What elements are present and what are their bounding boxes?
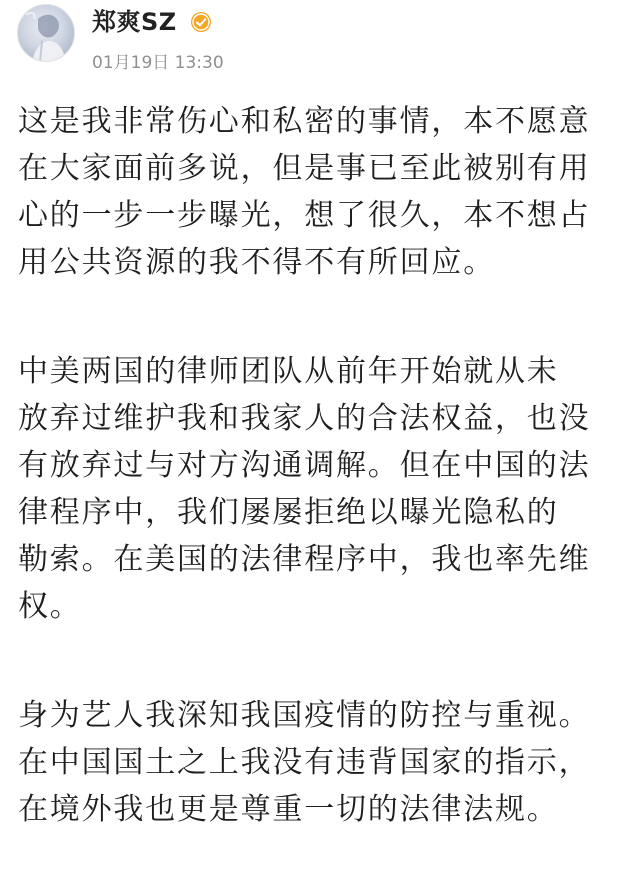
verified-badge-icon: [190, 11, 212, 33]
post-paragraph-2: 中美两国的律师团队从前年开始就从未 放弃过维护我和我家人的合法权益，也没 有放弃过与对方沟通调解。但在中国的法 律程序中，我们屡屡拒绝以曝光隐私的 勒索。在美国的法律程序中，我也率先维 权。: [18, 354, 591, 624]
post-header: [0, 0, 640, 80]
avatar-image: [18, 5, 75, 62]
username[interactable]: 郑爽SZ: [92, 8, 177, 36]
avatar[interactable]: [17, 4, 75, 62]
post-body: [18, 98, 628, 895]
post-paragraph-1: 这是我非常伤心和私密的事情，本不愿意 在大家面前多说，但是事已至此被别有用 心的一步一步曝光，想了很久，本不想占 用公共资源的我不得不有所回应。: [18, 104, 591, 280]
post-timestamp: 01月19日 13:30: [92, 53, 224, 73]
post-paragraph-3: 身为艺人我深知我国疫情的防控与重视。 在中国国土之上我没有违背国家的指示， 在境外我也更是尊重一切的法律法规。: [18, 698, 591, 827]
